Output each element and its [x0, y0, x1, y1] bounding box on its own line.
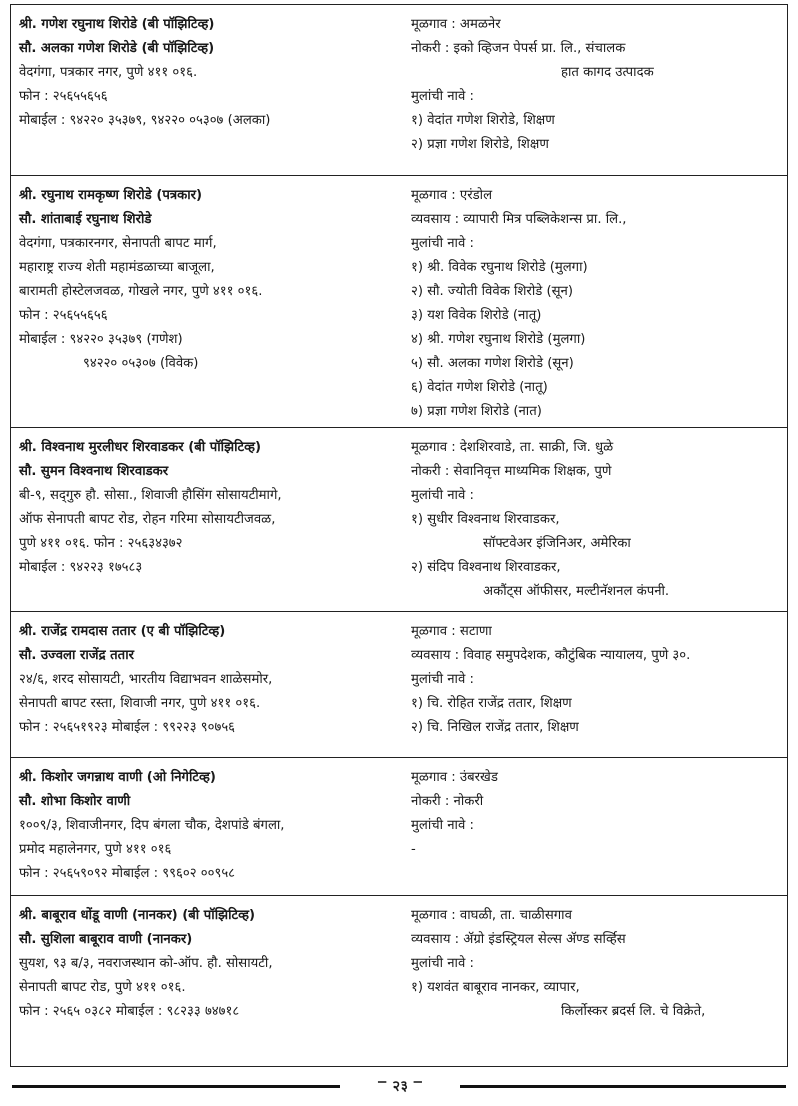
detail-line: ६) वेदांत गणेश शिरोडे (नातू): [411, 380, 548, 395]
contact-line: फोन : २५६५९०९२ मोबाईल : ९९६०२ ००९५८: [19, 866, 236, 881]
detail-line: ४) श्री. गणेश रघुनाथ शिरोडे (मुलगा): [411, 332, 586, 347]
person-name: सौ. उज्वला राजेंद्र ततार: [19, 648, 135, 663]
contact-line: सुयश, ९३ ब/३, नवराजस्थान को-ऑप. हौ. सोसायटी,: [19, 956, 273, 971]
detail-line: -: [411, 842, 416, 857]
page-footer: [0, 1076, 798, 1096]
person-name: सौ. सुमन विश्वनाथ शिरवाडकर: [19, 464, 169, 479]
detail-line: मूळगाव : वाघळी, ता. चाळीसगाव: [411, 908, 572, 923]
family-entry: [10, 427, 788, 611]
detail-line: व्यवसाय : विवाह समुपदेशक, कौटुंबिक न्यायालय, पुणे ३०.: [411, 648, 691, 663]
person-name: सौ. शोभा किशोर वाणी: [19, 794, 131, 809]
family-entry: [10, 4, 788, 175]
entry-contact-column: [19, 766, 399, 886]
detail-line: २) प्रज्ञा गणेश शिरोडे, शिक्षण: [411, 137, 549, 152]
detail-line: मूळगाव : उंबरखेड: [411, 770, 498, 785]
detail-line: मूळगाव : अमळनेर: [411, 17, 501, 32]
contact-line: बी-९, सद्‌गुरु हौ. सोसा., शिवाजी हौसिंग सोसायटीमागे,: [19, 488, 282, 503]
contact-line: फोन : २५६५५६५६: [19, 89, 108, 104]
detail-line: २) चि. निखिल राजेंद्र ततार, शिक्षण: [411, 720, 579, 735]
person-name: सौ. शांताबाई रघुनाथ शिरोडे: [19, 212, 152, 227]
detail-line: नोकरी : सेवानिवृत्त माध्यमिक शिक्षक, पुणे: [411, 464, 612, 479]
detail-line: २) सौ. ज्योती विवेक शिरोडे (सून): [411, 284, 574, 299]
contact-line: सेनापती बापट रोड, पुणे ४११ ०१६.: [19, 980, 186, 995]
entry-contact-column: [19, 620, 399, 740]
entry-contact-column: [19, 904, 399, 1024]
detail-line: नोकरी : नोकरी: [411, 794, 484, 809]
detail-line: सॉफ्टवेअर इंजिनिअर, अमेरिका: [483, 536, 631, 551]
detail-line: व्यवसाय : ॲग्रो इंडस्ट्रियल सेल्स ॲण्ड सर्व्हिस: [411, 932, 626, 947]
detail-line: नोकरी : इको व्हिजन पेपर्स प्रा. लि., संचालक: [411, 41, 626, 56]
family-entry: [10, 611, 788, 757]
directory-page: [10, 4, 788, 1067]
detail-line: १) सुधीर विश्वनाथ शिरवाडकर,: [411, 512, 560, 527]
detail-line: १) यशवंत बाबूराव नानकर, व्यापार,: [411, 980, 580, 995]
contact-line: वेदगंगा, पत्रकारनगर, सेनापती बापट मार्ग,: [19, 236, 217, 251]
person-name: सौ. सुशिला बाबूराव वाणी (नानकर): [19, 932, 193, 947]
contact-line: ऑफ सेनापती बापट रोड, रोहन गरिमा सोसायटीजवळ,: [19, 512, 276, 527]
detail-line: मुलांची नावे :: [411, 89, 474, 104]
person-name: सौ. अलका गणेश शिरोडे (बी पॉझिटिव्ह): [19, 41, 215, 56]
entry-details-column: [411, 436, 783, 604]
detail-line: मुलांची नावे :: [411, 672, 474, 687]
contact-line: २४/६, शरद सोसायटी, भारतीय विद्याभवन शाळेसमोर,: [19, 672, 273, 687]
detail-line: मूळगाव : एरंडोल: [411, 188, 493, 203]
page-number: ꣻ २३ ꣻ: [377, 1078, 423, 1094]
detail-line: १) चि. रोहित राजेंद्र ततार, शिक्षण: [411, 696, 572, 711]
family-entry: [10, 757, 788, 895]
contact-line: ९४२२० ०५३०७ (विवेक): [83, 356, 199, 371]
detail-line: मुलांची नावे :: [411, 236, 474, 251]
person-name: श्री. राजेंद्र रामदास ततार (ए बी पॉझिटिव्ह): [19, 624, 226, 639]
family-entry: [10, 895, 788, 1067]
detail-line: ७) प्रज्ञा गणेश शिरोडे (नात): [411, 404, 542, 419]
detail-line: मूळगाव : देशशिरवाडे, ता. साक्री, जि. धुळे: [411, 440, 614, 455]
detail-line: मुलांची नावे :: [411, 956, 474, 971]
entry-contact-column: [19, 184, 399, 376]
entry-details-column: [411, 13, 783, 157]
entry-contact-column: [19, 436, 399, 580]
detail-line: ५) सौ. अलका गणेश शिरोडे (सून): [411, 356, 574, 371]
contact-line: बारामती होस्टेलजवळ, गोखले नगर, पुणे ४११ ०१६.: [19, 284, 263, 299]
entry-details-column: [411, 184, 783, 424]
footer-rule-left: [12, 1085, 340, 1088]
detail-line: मूळगाव : सटाणा: [411, 624, 492, 639]
contact-line: फोन : २५६५५६५६: [19, 308, 108, 323]
contact-line: सेनापती बापट रस्ता, शिवाजी नगर, पुणे ४११ ०१६.: [19, 696, 261, 711]
contact-line: महाराष्ट्र राज्य शेती महामंडळाच्या बाजूला,: [19, 260, 215, 275]
contact-line: मोबाईल : ९४२२० ३५३७९, ९४२२० ०५३०७ (अलका): [19, 113, 271, 128]
detail-line: व्यवसाय : व्यापारी मित्र पब्लिकेशन्स प्रा. लि.,: [411, 212, 627, 227]
family-entry: [10, 175, 788, 427]
detail-line: हात कागद उत्पादक: [561, 65, 654, 80]
entry-details-column: [411, 620, 783, 740]
detail-line: २) संदिप विश्वनाथ शिरवाडकर,: [411, 560, 561, 575]
detail-line: ३) यश विवेक शिरोडे (नातू): [411, 308, 542, 323]
person-name: श्री. विश्वनाथ मुरलीधर शिरवाडकर (बी पॉझिटिव्ह): [19, 440, 261, 455]
entry-details-column: [411, 904, 783, 1024]
detail-line: मुलांची नावे :: [411, 818, 474, 833]
detail-line: १) श्री. विवेक रघुनाथ शिरोडे (मुलगा): [411, 260, 588, 275]
contact-line: प्रमोद महालेनगर, पुणे ४११ ०१६: [19, 842, 172, 857]
person-name: श्री. रघुनाथ रामकृष्ण शिरोडे (पत्रकार): [19, 188, 203, 203]
contact-line: मोबाईल : ९४२२३ १७५८३: [19, 560, 143, 575]
entry-contact-column: [19, 13, 399, 133]
detail-line: किर्लोस्कर ब्रदर्स लि. चे विक्रेते,: [561, 1004, 706, 1019]
contact-line: १००९/३, शिवाजीनगर, दिप बंगला चौक, देशपांडे बंगला,: [19, 818, 285, 833]
person-name: श्री. किशोर जगन्नाथ वाणी (ओ निगेटिव्ह): [19, 770, 216, 785]
contact-line: पुणे ४११ ०१६. फोन : २५६३४३७२: [19, 536, 183, 551]
contact-line: फोन : २५६५१९२३ मोबाईल : ९९२२३ ९०७५६: [19, 720, 236, 735]
detail-line: १) वेदांत गणेश शिरोडे, शिक्षण: [411, 113, 555, 128]
person-name: श्री. बाबूराव धोंडू वाणी (नानकर) (बी पॉझिटिव्ह): [19, 908, 255, 923]
contact-line: वेदगंगा, पत्रकार नगर, पुणे ४११ ०१६.: [19, 65, 198, 80]
detail-line: मुलांची नावे :: [411, 488, 474, 503]
footer-rule-right: [460, 1085, 786, 1088]
contact-line: फोन : २५६५ ०३८२ मोबाईल : ९८२३३ ७४७१८: [19, 1004, 240, 1019]
entry-details-column: [411, 766, 783, 862]
detail-line: अकौंट्स ऑफीसर, मल्टीनॅशनल कंपनी.: [483, 584, 670, 599]
contact-line: मोबाईल : ९४२२० ३५३७९ (गणेश): [19, 332, 183, 347]
person-name: श्री. गणेश रघुनाथ शिरोडे (बी पॉझिटिव्ह): [19, 17, 215, 32]
